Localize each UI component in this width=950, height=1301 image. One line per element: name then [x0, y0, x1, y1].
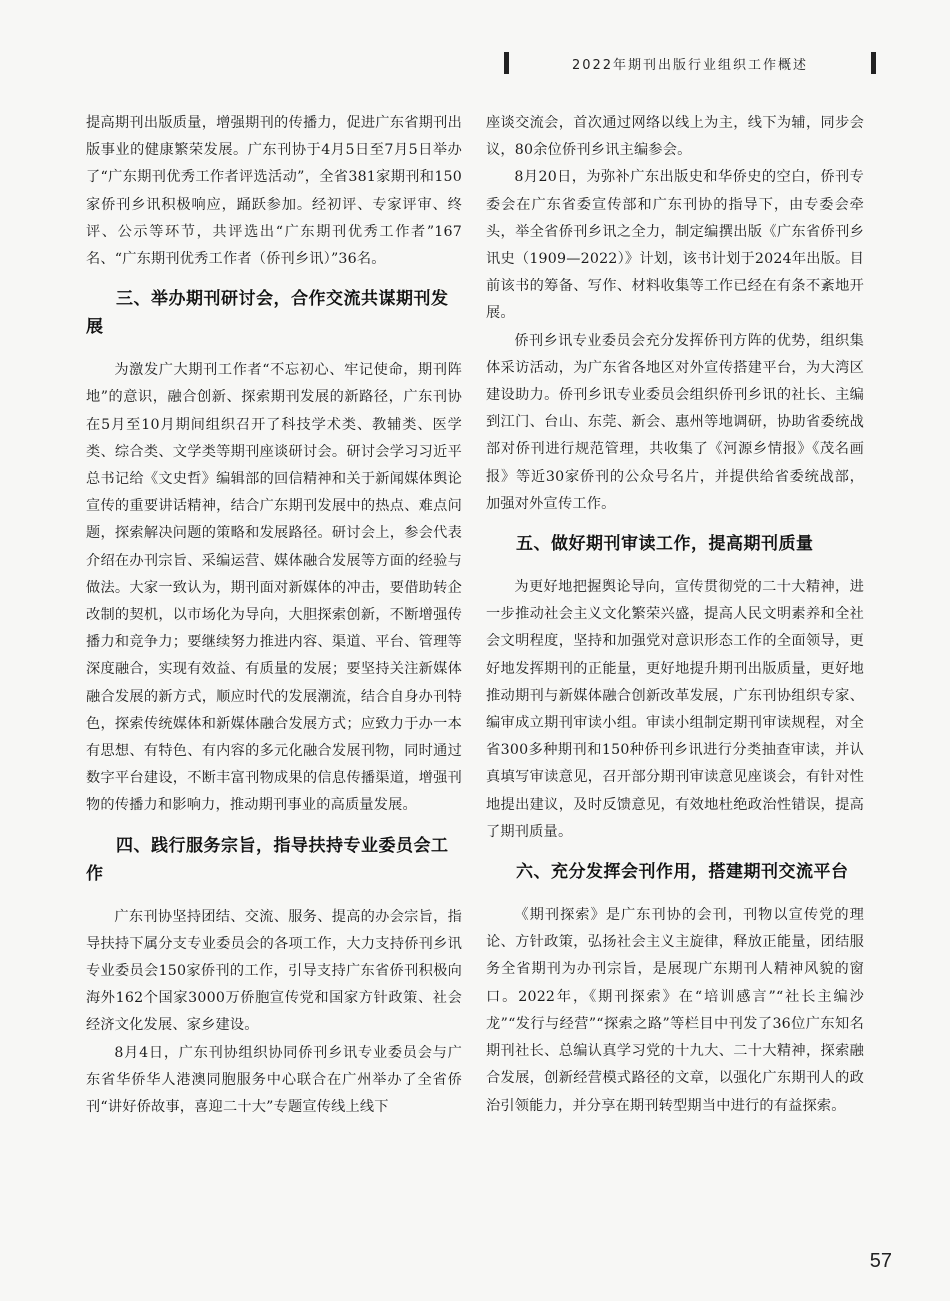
left-paragraph-4: 8月4日，广东刊协组织协同侨刊乡讯专业委员会与广东省华侨华人港澳同胞服务中心联合在广州举办了全省侨刊“讲好侨故事，喜迎二十大”专题宣传线上线下 [86, 1044, 462, 1116]
header-bar-right [871, 52, 876, 74]
section-heading-4-text: 四、践行服务宗旨，指导扶持专业委员会工作 [86, 835, 449, 884]
section-heading-4 [86, 832, 462, 888]
section-heading-3 [86, 285, 462, 341]
left-paragraph-1: 提高期刊出版质量，增强期刊的传播力，促进广东省期刊出版事业的健康繁荣发展。广东刊协于4月5日至7月5日举办了“广东期刊优秀工作者评选活动”，全省381家期刊和150家侨刊乡讯积极响应，踊跃参加。经初评、专家评审、终评、公示等环节，共评选出“广东期刊优秀工作者”167名、“广东期刊优秀工作者（侨刊乡讯）”36名。 [86, 115, 462, 268]
right-paragraph-1: 座谈交流会，首次通过网络以线上为主，线下为辅，同步会议，80余位侨刊乡讯主编参会。 [486, 115, 864, 159]
page-number: 57 [869, 1250, 892, 1272]
right-column [486, 110, 864, 1120]
left-paragraph-2: 为激发广大期刊工作者“不忘初心、牢记使命，期刊阵地”的意识，融合创新、探索期刊发展的新路径，广东刊协在5月至10月期间组织召开了科技学术类、教辅类、医学类、综合类、文学类等期刊座谈研讨会。研讨会学习习近平总书记给《文史哲》编辑部的回信精神和关于新闻媒体舆论宣传的重要讲话精神，结合广东期刊发展中的热点、难点问题，探索解决问题的策略和发展路径。研讨会上，参会代表介绍在办刊宗旨、采编运营、媒体融合发展等方面的经验与做法。大家一致认为，期刊面对新媒体的冲击，要借助转企改制的契机，以市场化为导向，大胆探索创新，不断增强传播力和竞争力；要继续努力推进内容、渠道、平台、管理等深度融合，实现有效益、有质量的发展；要坚持关注新媒体融合发展的新方式，顺应时代的发展潮流，结合自身办刊特色，探索传统媒体和新媒体融合发展方式；应致力于办一本有思想、有特色、有内容的多元化融合发展刊物，同时通过数字平台建设，不断丰富刊物成果的信息传播渠道，增强刊物的传播力和影响力，推动期刊事业的高质量发展。 [86, 362, 462, 814]
running-header [504, 46, 876, 80]
section-heading-6 [486, 858, 864, 886]
right-paragraph-3: 侨刊乡讯专业委员会充分发挥侨刊方阵的优势，组织集体采访活动，为广东省各地区对外宣传搭建平台，为大湾区建设助力。侨刊乡讯专业委员会组织侨刊乡讯的社长、主编到江门、台山、东莞、新会、惠州等地调研，协助省委统战部对侨刊进行规范管理，共收集了《河源乡情报》《茂名画报》等近30家侨刊的公众号名片，并提供给省委统战部，加强对外宣传工作。 [486, 332, 864, 512]
left-column [86, 110, 462, 1121]
running-title: 2022年期刊出版行业组织工作概述 [571, 57, 809, 73]
section-heading-6-text: 六、充分发挥会刊作用，搭建期刊交流平台 [516, 862, 849, 883]
section-heading-5-text: 五、做好期刊审读工作，提高期刊质量 [516, 534, 814, 555]
right-paragraph-2: 8月20日，为弥补广东出版史和华侨史的空白，侨刊专委会在广东省委宣传部和广东刊协的指导下，由专委会牵头，举全省侨刊乡讯之全力，制定编撰出版《广东省侨刊乡讯史（1909—2022）》计划，该书计划于2024年出版。目前该书的筹备、写作、材料收集等工作已经在有条不紊地开展。 [486, 169, 864, 322]
left-paragraph-3: 广东刊协坚持团结、交流、服务、提高的办会宗旨，指导扶持下属分支专业委员会的各项工作，大力支持侨刊乡讯专业委员会150家侨刊的工作，引导支持广东省侨刊积极向海外162个国家3000万侨胞宣传党和国家方针政策、社会经济文化发展、家乡建设。 [86, 908, 462, 1034]
right-paragraph-4: 为更好地把握舆论导向，宣传贯彻党的二十大精神，进一步推动社会主义文化繁荣兴盛，提高人民文明素养和全社会文明程度，坚持和加强党对意识形态工作的全面领导，更好地发挥期刊的正能量，更好地提升期刊出版质量，更好地推动期刊与新媒体融合创新改革发展，广东刊协组织专家、编审成立期刊审读小组。审读小组制定期刊审读规程，对全省300多种期刊和150种侨刊乡讯进行分类抽查审读，并认真填写审读意见，召开部分期刊审读意见座谈会，有针对性地提出建议，及时反馈意见，有效地杜绝政治性错误，提高了期刊质量。 [486, 579, 864, 840]
header-bar-left [504, 52, 509, 74]
section-heading-5 [486, 530, 864, 558]
section-heading-3-text: 三、举办期刊研讨会，合作交流共谋期刊发展 [86, 289, 449, 338]
right-paragraph-5: 《期刊探索》是广东刊协的会刊，刊物以宣传党的理论、方针政策，弘扬社会主义主旋律，释放正能量，团结服务全省期刊为办刊宗旨，是展现广东期刊人精神风貌的窗口。2022年，《期刊探索》在“培训感言”“社长主编沙龙”“发行与经营”“探索之路”等栏目中刊发了36位广东知名期刊社长、总编认真学习党的十九大、二十大精神，探索融合发展，创新经营模式路径的文章，以强化广东期刊人的政治引领能力，并分享在期刊转型期当中进行的有益探索。 [486, 907, 864, 1114]
